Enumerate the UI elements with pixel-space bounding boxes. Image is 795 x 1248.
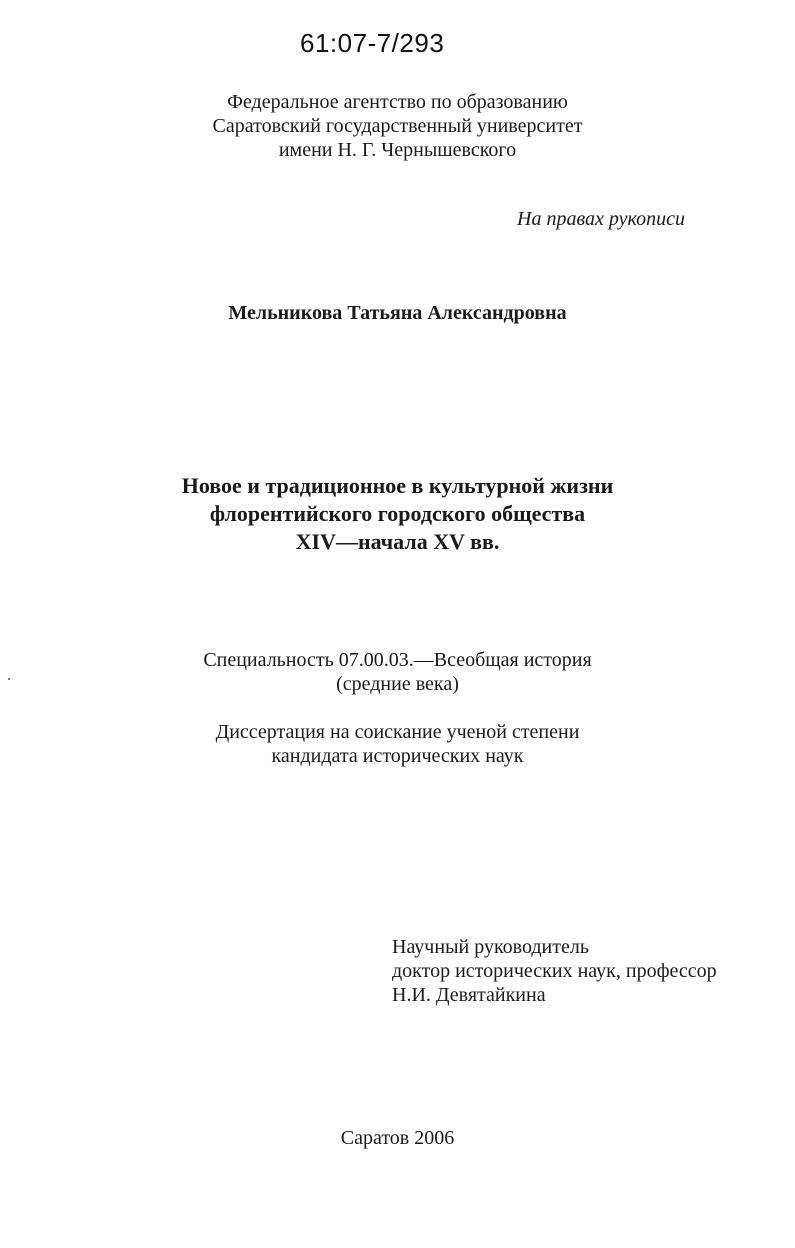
dissertation-title	[0, 472, 795, 556]
scan-speck	[8, 678, 10, 680]
organization-line-agency: Федеральное агентство по образованию	[227, 91, 568, 113]
city-year: Саратов 2006	[340, 1127, 455, 1149]
organization-block	[0, 90, 795, 162]
organization-line-university: Саратовский государственный университет	[212, 115, 583, 137]
degree-line-2: кандидата исторических наук	[271, 745, 524, 767]
specialty-line-2: (средние века)	[336, 673, 459, 695]
supervisor-label: Научный руководитель	[392, 936, 589, 958]
organization-line-named-after: имени Н. Г. Чернышевского	[278, 139, 517, 161]
degree-line-1: Диссертация на соискание ученой степени	[215, 721, 580, 743]
supervisor-degree: доктор исторических наук, профессор	[392, 960, 717, 982]
supervisor-block	[392, 935, 717, 1007]
title-line-2: флорентийского городского общества	[209, 501, 586, 526]
degree-block	[0, 720, 795, 768]
rights-note: На правах рукописи	[517, 208, 685, 230]
title-line-1: Новое и традиционное в культурной жизни	[181, 473, 614, 498]
specialty-block	[0, 648, 795, 696]
title-line-3: XIV—начала XV вв.	[295, 529, 500, 554]
supervisor-name: Н.И. Девятайкина	[392, 984, 546, 1006]
author-name: Мельникова Татьяна Александровна	[228, 302, 567, 324]
stamp-code: 61:07-7/293	[300, 28, 445, 58]
specialty-line-1: Специальность 07.00.03.—Всеобщая история	[203, 649, 592, 671]
